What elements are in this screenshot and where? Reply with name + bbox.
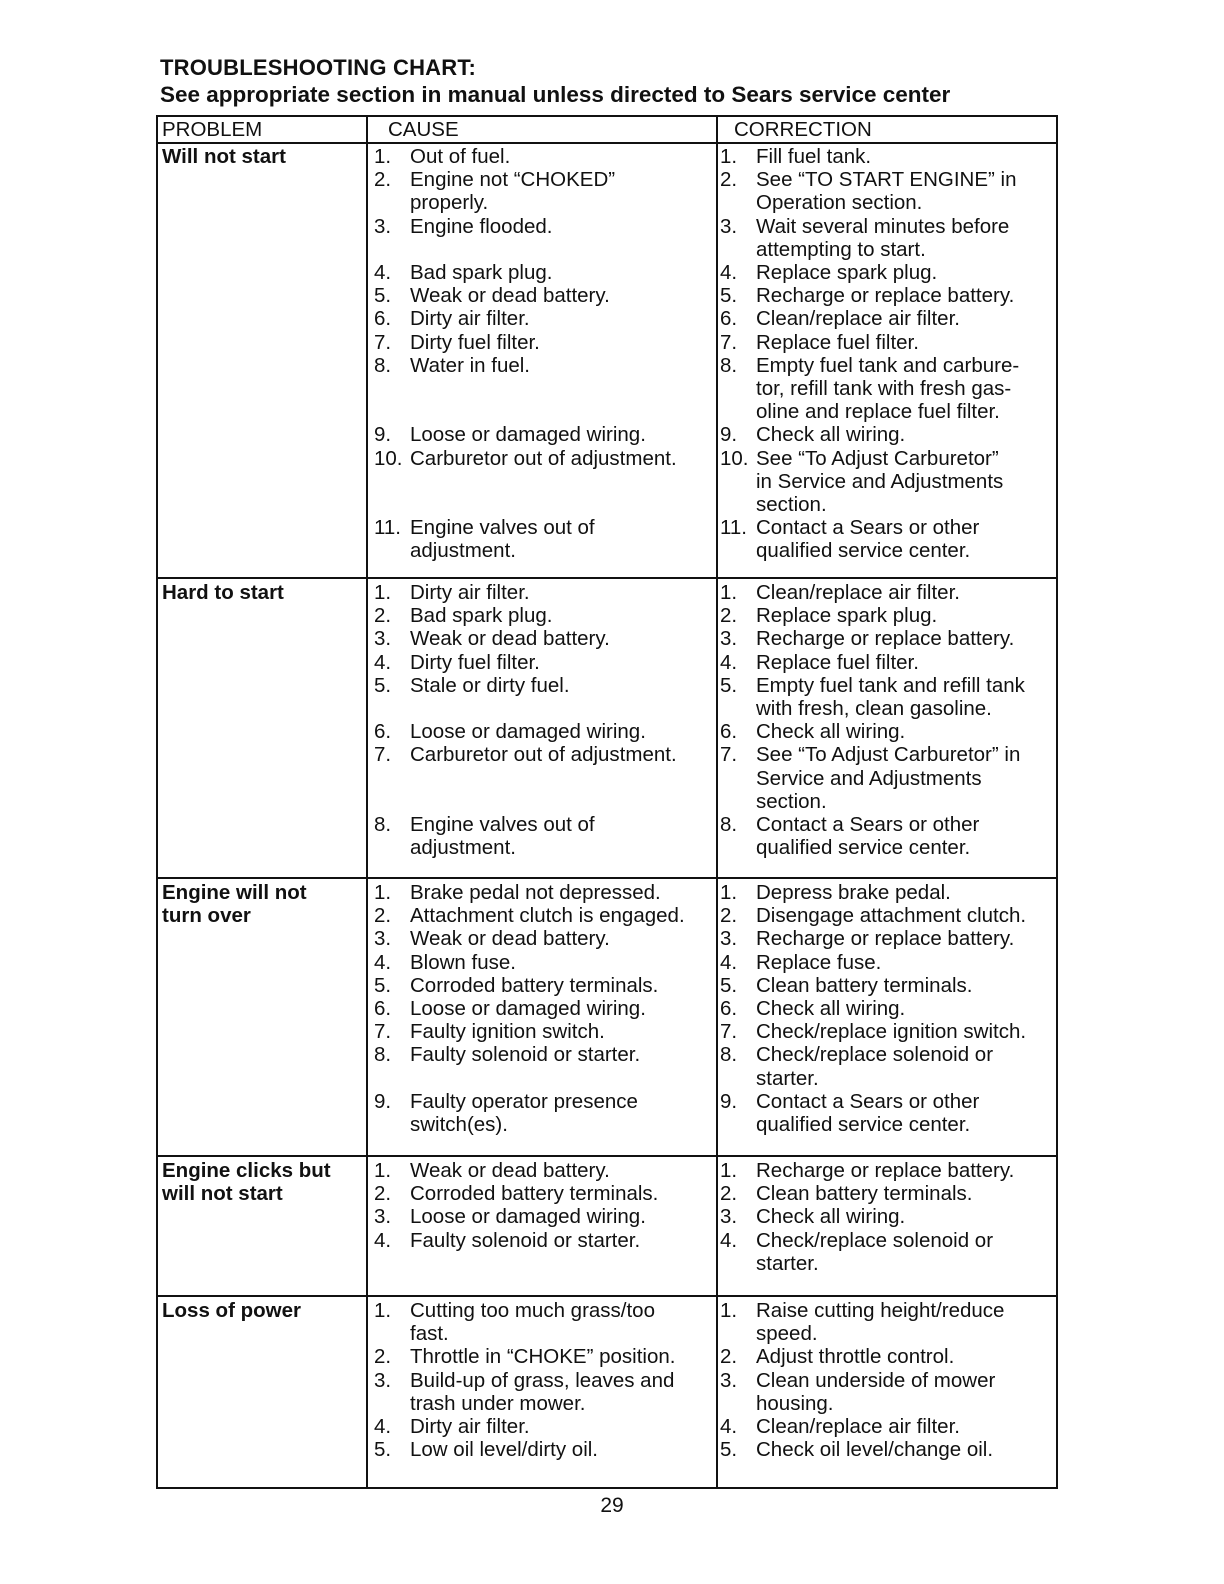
item-number: 1. (374, 881, 392, 904)
item-number: 5. (374, 973, 392, 997)
item-text: Empty fuel tank and carbure- (756, 353, 1020, 377)
item-number: 6. (720, 307, 738, 331)
problem-label: Hard to start (162, 581, 284, 604)
table-header (158, 117, 1056, 144)
item-text: Corroded battery terminals. (410, 973, 659, 997)
item-text: Cutting too much grass/too (410, 1299, 655, 1322)
item-text: Loose or damaged wiring. (410, 720, 646, 744)
item-text: Faulty solenoid or starter. (410, 1043, 641, 1067)
item-text: Dirty fuel filter. (410, 330, 540, 354)
item-number: 3. (374, 927, 392, 951)
item-text: Raise cutting height/reduce (756, 1299, 1005, 1322)
item-text: Dirty fuel filter. (410, 650, 540, 674)
item-text: attempting to start. (756, 237, 926, 261)
item-text: Dirty air filter. (410, 307, 530, 331)
item-number: 4. (374, 650, 392, 674)
item-text: Dirty air filter. (410, 581, 530, 604)
item-number: 5. (720, 284, 738, 308)
item-text: Check oil level/change oil. (756, 1438, 994, 1462)
item-number: 3. (720, 1368, 738, 1392)
item-text: Clean/replace air filter. (756, 1415, 960, 1438)
item-number: 5. (720, 973, 738, 997)
item-number: 4. (720, 950, 738, 974)
item-number: 8. (720, 1043, 738, 1067)
item-number: 8. (374, 813, 392, 836)
item-number: 3. (720, 214, 738, 238)
item-number: 4. (374, 1228, 392, 1252)
item-number: 3. (720, 1205, 738, 1229)
item-text: Recharge or replace battery. (756, 1159, 1015, 1182)
item-number: 9. (720, 423, 738, 447)
item-number: 1. (374, 145, 392, 168)
item-text: Check all wiring. (756, 720, 906, 744)
item-text: speed. (756, 1322, 818, 1346)
item-text: switch(es). (410, 1113, 508, 1136)
item-number: 11. (374, 516, 401, 540)
item-text: Check all wiring. (756, 997, 906, 1020)
item-text: Service and Adjustments (756, 766, 982, 790)
item-number: 4. (720, 261, 738, 284)
item-text: Clean battery terminals. (756, 1182, 973, 1206)
item-text: Weak or dead battery. (410, 284, 610, 308)
item-number: 4. (720, 650, 738, 674)
item-text: Loose or damaged wiring. (410, 423, 646, 447)
item-text: adjustment. (410, 836, 516, 860)
item-text: Weak or dead battery. (410, 1159, 610, 1182)
table-section (158, 1157, 1056, 1297)
item-number: 9. (720, 1089, 738, 1113)
item-text: Throttle in “CHOKE” position. (410, 1345, 676, 1369)
item-text: Replace fuel filter. (756, 330, 919, 354)
item-number: 5. (374, 673, 392, 697)
item-number: 6. (720, 997, 738, 1020)
item-text: Bad spark plug. (410, 604, 553, 628)
item-text: Dirty air filter. (410, 1415, 530, 1438)
item-number: 7. (720, 743, 738, 767)
item-text: qualified service center. (756, 1113, 971, 1136)
item-text: oline and replace fuel filter. (756, 400, 1000, 424)
item-text: Build-up of grass, leaves and (410, 1368, 675, 1392)
item-number: 1. (374, 581, 392, 604)
chart-subtitle: See appropriate section in manual unless directed to Sears service center (160, 82, 951, 107)
item-text: Clean/replace air filter. (756, 307, 960, 331)
item-text: Replace fuel filter. (756, 650, 919, 674)
item-text: Blown fuse. (410, 950, 516, 974)
item-number: 5. (374, 1438, 392, 1462)
item-text: See “TO START ENGINE” in (756, 168, 1017, 192)
item-text: qualified service center. (756, 539, 971, 563)
item-text: Carburetor out of adjustment. (410, 743, 677, 767)
item-text: properly. (410, 191, 489, 215)
item-text: Engine flooded. (410, 214, 553, 238)
item-text: in Service and Adjustments (756, 469, 1004, 493)
item-number: 3. (374, 214, 392, 238)
item-number: 7. (720, 330, 738, 354)
table-section (158, 143, 1056, 579)
item-number: 7. (720, 1020, 738, 1044)
item-text: starter. (756, 1066, 819, 1090)
table-section (158, 1297, 1056, 1487)
item-number: 9. (374, 423, 392, 447)
item-text: Corroded battery terminals. (410, 1182, 659, 1206)
item-text: qualified service center. (756, 836, 971, 860)
problem-label: Loss of power (162, 1299, 301, 1322)
item-text: Loose or damaged wiring. (410, 997, 646, 1020)
item-text: Low oil level/dirty oil. (410, 1438, 598, 1462)
item-number: 2. (720, 604, 738, 628)
item-number: 5. (374, 284, 392, 308)
item-text: Empty fuel tank and refill tank (756, 673, 1025, 697)
item-text: Recharge or replace battery. (756, 627, 1015, 651)
item-number: 3. (374, 1368, 392, 1392)
item-text: See “To Adjust Carburetor” (756, 446, 999, 470)
item-text: adjustment. (410, 539, 516, 563)
item-number: 5. (720, 673, 738, 697)
item-number: 10. (374, 446, 403, 470)
item-text: Carburetor out of adjustment. (410, 446, 677, 470)
item-text: Operation section. (756, 191, 923, 215)
item-number: 7. (374, 1020, 392, 1044)
item-number: 2. (720, 904, 738, 928)
table-section (158, 579, 1056, 879)
item-number: 3. (720, 627, 738, 651)
chart-title: TROUBLESHOOTING CHART: (160, 55, 477, 80)
item-text: Check/replace solenoid or (756, 1228, 994, 1252)
item-number: 1. (374, 1159, 392, 1182)
item-text: Faulty solenoid or starter. (410, 1228, 641, 1252)
item-text: Brake pedal not depressed. (410, 881, 661, 904)
troubleshooting-table (156, 115, 1058, 1489)
item-text: section. (756, 789, 827, 813)
item-text: Clean/replace air filter. (756, 581, 960, 604)
item-text: Clean battery terminals. (756, 973, 973, 997)
item-number: 11. (720, 516, 747, 540)
item-number: 1. (720, 581, 738, 604)
item-number: 2. (374, 604, 392, 628)
item-text: Disengage attachment clutch. (756, 904, 1027, 928)
problem-label: Engine clicks but will not start (162, 1159, 331, 1206)
item-number: 2. (720, 168, 738, 192)
item-text: Clean underside of mower (756, 1368, 996, 1392)
item-text: Engine valves out of (410, 516, 595, 540)
item-text: Loose or damaged wiring. (410, 1205, 646, 1229)
item-number: 1. (720, 881, 738, 904)
item-number: 2. (374, 168, 392, 192)
item-text: starter. (756, 1251, 819, 1275)
item-text: Out of fuel. (410, 145, 511, 168)
item-number: 4. (720, 1228, 738, 1252)
item-number: 7. (374, 330, 392, 354)
item-text: Check all wiring. (756, 423, 906, 447)
item-text: section. (756, 493, 827, 516)
item-number: 8. (374, 1043, 392, 1067)
item-text: fast. (410, 1322, 449, 1346)
item-text: trash under mower. (410, 1391, 586, 1415)
item-number: 6. (374, 720, 392, 744)
item-number: 6. (720, 720, 738, 744)
item-number: 8. (720, 353, 738, 377)
item-number: 2. (374, 904, 392, 928)
item-number: 4. (374, 1415, 392, 1438)
item-number: 3. (720, 927, 738, 951)
item-text: See “To Adjust Carburetor” in (756, 743, 1021, 767)
item-number: 9. (374, 1089, 392, 1113)
item-text: Check/replace ignition switch. (756, 1020, 1027, 1044)
item-number: 5. (720, 1438, 738, 1462)
item-text: Engine not “CHOKED” (410, 168, 616, 192)
item-number: 4. (720, 1415, 738, 1438)
item-number: 2. (720, 1345, 738, 1369)
item-text: Recharge or replace battery. (756, 284, 1015, 308)
item-number: 1. (374, 1299, 392, 1322)
item-number: 7. (374, 743, 392, 767)
page-number: 29 (600, 1494, 624, 1517)
item-text: with fresh, clean gasoline. (756, 697, 992, 720)
table-section (158, 879, 1056, 1157)
item-text: Contact a Sears or other (756, 1089, 980, 1113)
item-number: 2. (720, 1182, 738, 1206)
item-number: 4. (374, 950, 392, 974)
item-text: Contact a Sears or other (756, 813, 980, 836)
item-text: Check all wiring. (756, 1205, 906, 1229)
item-text: Faulty operator presence (410, 1089, 638, 1113)
header-problem: PROBLEM (162, 118, 263, 141)
item-text: tor, refill tank with fresh gas- (756, 377, 1012, 400)
item-text: Recharge or replace battery. (756, 927, 1015, 951)
item-text: Depress brake pedal. (756, 881, 951, 904)
problem-label: Engine will not turn over (162, 881, 307, 928)
item-number: 2. (374, 1182, 392, 1206)
header-correction: CORRECTION (734, 118, 872, 141)
item-text: Adjust throttle control. (756, 1345, 955, 1369)
item-number: 6. (374, 307, 392, 331)
item-number: 1. (720, 1159, 738, 1182)
item-text: Contact a Sears or other (756, 516, 980, 540)
problem-label: Will not start (162, 145, 286, 168)
item-text: Weak or dead battery. (410, 627, 610, 651)
item-text: Fill fuel tank. (756, 145, 872, 168)
item-text: Wait several minutes before (756, 214, 1010, 238)
item-number: 3. (374, 627, 392, 651)
item-number: 10. (720, 446, 749, 470)
item-text: Replace spark plug. (756, 261, 938, 284)
item-text: Water in fuel. (410, 353, 531, 377)
item-number: 2. (374, 1345, 392, 1369)
item-number: 1. (720, 1299, 738, 1322)
item-text: Attachment clutch is engaged. (410, 904, 685, 928)
item-number: 1. (720, 145, 738, 168)
item-number: 4. (374, 261, 392, 284)
item-number: 8. (720, 813, 738, 836)
item-text: Stale or dirty fuel. (410, 673, 570, 697)
item-text: Replace spark plug. (756, 604, 938, 628)
item-number: 3. (374, 1205, 392, 1229)
item-text: Engine valves out of (410, 813, 595, 836)
header-cause: CAUSE (388, 118, 459, 141)
item-number: 6. (374, 997, 392, 1020)
item-text: Replace fuse. (756, 950, 882, 974)
item-text: Check/replace solenoid or (756, 1043, 994, 1067)
item-number: 8. (374, 353, 392, 377)
item-text: housing. (756, 1391, 834, 1415)
item-text: Faulty ignition switch. (410, 1020, 605, 1044)
item-text: Weak or dead battery. (410, 927, 610, 951)
item-text: Bad spark plug. (410, 261, 553, 284)
